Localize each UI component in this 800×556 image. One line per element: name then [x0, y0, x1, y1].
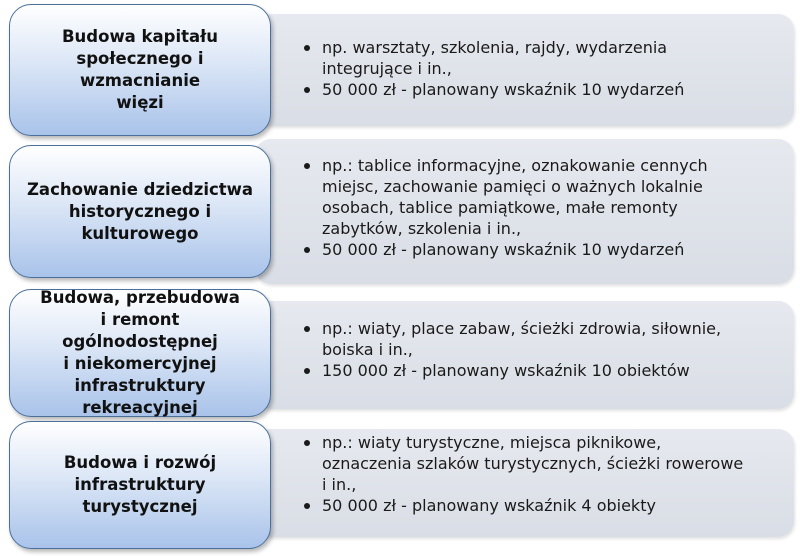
category-box: [9, 289, 271, 417]
list-item: [300, 432, 770, 495]
list-item: [300, 360, 740, 381]
list-item-text: np.: tablice informacyjne, oznakowanie cennych miejsc, zachowanie pamięci o ważnych lokalnie osobach, tablice pamiątkowe, małe remonty zabytków, szkolenia i in.,: [322, 156, 708, 238]
description-list: [300, 155, 740, 260]
category-title: Zachowanie dziedzictwa historycznego i kulturowego: [26, 179, 254, 243]
list-item-text: 50 000 zł - planowany wskaźnik 4 obiekty: [322, 496, 656, 515]
diagram-row-3: [0, 289, 800, 417]
list-item: [300, 79, 720, 100]
bullet-icon: [304, 87, 310, 93]
diagram-row-1: [0, 4, 800, 136]
list-item-text: np. warsztaty, szkolenia, rajdy, wydarzenia integrujące i in.,: [322, 38, 668, 78]
list-item-text: np.: wiaty, place zabaw, ścieżki zdrowia, siłownie, boiska i in.,: [322, 319, 722, 359]
category-title: Budowa, przebudowa i remont ogólnodostępnej i niekomercyjnej infrastruktury rekreacyjnej: [40, 288, 240, 417]
diagram-row-2: [0, 139, 800, 284]
category-box: [9, 145, 271, 278]
bullet-icon: [304, 440, 310, 446]
bullet-icon: [304, 163, 310, 169]
list-item-text: 50 000 zł - planowany wskaźnik 10 wydarzeń: [322, 240, 685, 259]
description-list: [300, 432, 770, 516]
bullet-icon: [304, 503, 310, 509]
category-title: Budowa kapitału społecznego i wzmacnianie więzi: [61, 27, 219, 112]
description-list: [300, 318, 740, 381]
list-item: [300, 495, 770, 516]
category-box: [9, 421, 271, 549]
list-item: [300, 155, 740, 239]
category-box: [9, 4, 271, 136]
diagram-row-4: [0, 421, 800, 549]
category-title: Budowa i rozwój infrastruktury turystycznej: [63, 453, 217, 516]
list-item-text: 50 000 zł - planowany wskaźnik 10 wydarzeń: [322, 80, 685, 99]
bullet-icon: [304, 45, 310, 51]
list-item: [300, 37, 720, 79]
description-list: [300, 37, 720, 100]
list-item-text: 150 000 zł - planowany wskaźnik 10 obiektów: [322, 361, 690, 380]
list-item-text: np.: wiaty turystyczne, miejsca piknikowe, oznaczenia szlaków turystycznych, ścieżki rowerowe i in.,: [322, 433, 744, 494]
list-item: [300, 239, 740, 260]
bullet-icon: [304, 247, 310, 253]
list-item: [300, 318, 740, 360]
bullet-icon: [304, 368, 310, 374]
bullet-icon: [304, 326, 310, 332]
